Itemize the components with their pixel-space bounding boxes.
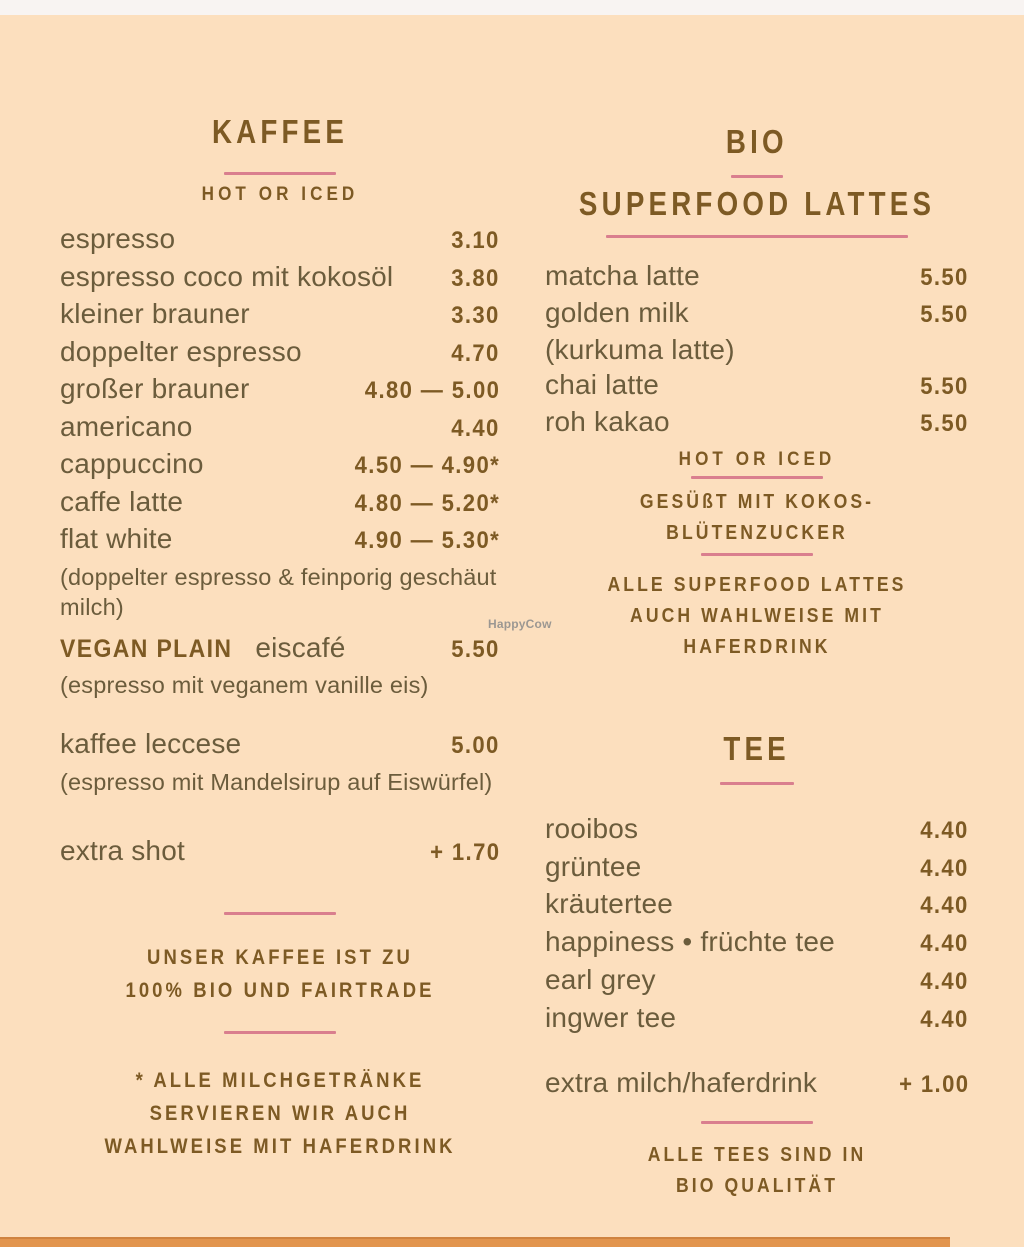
item-price: 4.40 bbox=[451, 414, 500, 442]
menu-item-row bbox=[545, 295, 969, 332]
item-price: 4.40 bbox=[920, 892, 969, 920]
kaffee-title-text: KAFFEE bbox=[211, 113, 349, 150]
oat-option-line: HAFERDRINK bbox=[683, 636, 831, 658]
menu-item-subname-row bbox=[545, 332, 969, 367]
section-divider bbox=[224, 912, 336, 915]
item-name: flat white bbox=[60, 523, 173, 554]
menu-item-row bbox=[60, 371, 500, 409]
item-price: 3.80 bbox=[451, 264, 500, 292]
item-name: matcha latte bbox=[545, 260, 700, 291]
menu-item-row bbox=[60, 334, 500, 372]
item-price: 5.50 bbox=[920, 264, 969, 291]
item-name: chai latte bbox=[545, 369, 660, 400]
menu-item-row bbox=[545, 1000, 969, 1038]
fairtrade-note bbox=[60, 941, 500, 1007]
item-name: doppelter espresso bbox=[60, 335, 302, 367]
item-price: 4.40 bbox=[920, 854, 969, 882]
item-name: happiness • früchte tee bbox=[545, 926, 835, 958]
kaffee-title-underline bbox=[224, 172, 336, 175]
tee-bio-note-line: ALLE TEES SIND IN bbox=[647, 1143, 867, 1166]
item-name: roh kakao bbox=[545, 406, 670, 437]
menu-item-row bbox=[545, 924, 969, 962]
item-name: kräutertee bbox=[545, 888, 674, 920]
item-note: (espresso mit Mandelsirup auf Eiswürfel) bbox=[60, 768, 493, 795]
item-name: rooibos bbox=[545, 813, 639, 844]
menu-item-row bbox=[545, 1065, 969, 1103]
tee-title-underline bbox=[720, 782, 794, 785]
item-price: 4.40 bbox=[920, 817, 969, 844]
menu-item-row bbox=[60, 296, 500, 334]
kaffee-items bbox=[60, 221, 500, 870]
milk-footnote-line: * ALLE MILCHGETRÄNKE bbox=[135, 1069, 425, 1092]
item-price: + 1.70 bbox=[429, 838, 500, 866]
item-name: großer brauner bbox=[60, 373, 250, 404]
item-price: 5.50 bbox=[920, 301, 969, 328]
superfood-title-bio: BIO bbox=[726, 123, 788, 160]
superfood-subhead-underline bbox=[691, 476, 823, 479]
kaffee-section bbox=[60, 112, 500, 1163]
superfood-items bbox=[545, 258, 969, 441]
menu-item-row bbox=[60, 221, 500, 259]
sweetener-note bbox=[545, 487, 969, 549]
item-price: 5.00 bbox=[451, 732, 500, 759]
item-name-rest: eiscafé bbox=[255, 631, 346, 663]
item-price: 4.40 bbox=[920, 1005, 969, 1033]
item-name bbox=[60, 630, 345, 668]
menu-item-row bbox=[60, 409, 500, 447]
item-name: caffe latte bbox=[60, 485, 184, 517]
tee-title-text: TEE bbox=[723, 730, 791, 767]
item-name: cappuccino bbox=[60, 448, 204, 479]
item-name: kleiner brauner bbox=[60, 298, 250, 329]
menu-item-row bbox=[545, 811, 969, 849]
item-name: kaffee leccese bbox=[60, 728, 242, 759]
sweetener-note-line: GESÜßT MIT KOKOS- bbox=[639, 491, 875, 513]
item-name: earl grey bbox=[545, 963, 656, 995]
oat-option-line: AUCH WAHLWEISE MIT bbox=[630, 605, 884, 627]
superfood-section bbox=[545, 122, 969, 663]
menu-item-row bbox=[60, 446, 500, 484]
tee-title bbox=[545, 729, 969, 776]
menu-item-row bbox=[545, 849, 969, 887]
item-price: 5.50 bbox=[451, 635, 500, 663]
menu-item-row bbox=[545, 258, 969, 295]
item-name: extra milch/haferdrink bbox=[545, 1067, 818, 1099]
kaffee-subtitle: HOT OR ICED bbox=[201, 184, 359, 205]
milk-footnote-line: SERVIEREN WIR AUCH bbox=[149, 1102, 411, 1125]
milk-footnote-line: WAHLWEISE MIT HAFERDRINK bbox=[104, 1135, 456, 1158]
menu-item-row bbox=[60, 521, 500, 559]
item-name: ingwer tee bbox=[545, 1001, 677, 1033]
item-price: 4.40 bbox=[920, 967, 969, 995]
menu-item-row bbox=[545, 404, 969, 441]
item-price: 5.50 bbox=[920, 410, 969, 437]
fairtrade-note-line: 100% BIO UND FAIRTRADE bbox=[125, 979, 435, 1002]
oat-option-line: ALLE SUPERFOOD LATTES bbox=[607, 574, 907, 596]
sweetener-underline bbox=[701, 553, 813, 556]
menu-item-row bbox=[60, 484, 500, 522]
item-price: 4.70 bbox=[451, 339, 500, 367]
right-column bbox=[545, 122, 969, 1202]
item-name-caps: VEGAN PLAIN bbox=[60, 634, 233, 663]
item-subname: (kurkuma latte) bbox=[545, 334, 735, 365]
tee-bio-note bbox=[545, 1140, 969, 1202]
menu-item-row bbox=[60, 630, 500, 668]
superfood-subhead: HOT OR ICED bbox=[678, 449, 836, 470]
bottom-edge-band bbox=[0, 1237, 950, 1247]
milk-footnote bbox=[60, 1064, 500, 1163]
superfood-title-underline1 bbox=[731, 175, 783, 178]
item-price: 4.80 — 5.00 bbox=[364, 377, 500, 404]
sweetener-note-line: BLÜTENZUCKER bbox=[666, 522, 848, 544]
item-price: + 1.00 bbox=[898, 1071, 969, 1099]
item-name: grüntee bbox=[545, 850, 642, 882]
menu-item-row bbox=[60, 726, 500, 764]
oat-option-note bbox=[545, 570, 969, 663]
item-price: 3.10 bbox=[451, 227, 500, 254]
menu-item-row bbox=[545, 886, 969, 924]
item-name: espresso coco mit kokosöl bbox=[60, 260, 394, 292]
happycow-watermark: HappyCow bbox=[488, 617, 552, 631]
item-price: 4.80 — 5.20* bbox=[354, 489, 500, 517]
item-price: 5.50 bbox=[920, 373, 969, 400]
fairtrade-note-line: UNSER KAFFEE IST ZU bbox=[147, 946, 413, 969]
superfood-title-line1 bbox=[545, 122, 969, 169]
item-price: 4.50 — 4.90* bbox=[354, 452, 500, 479]
menu-item-row bbox=[60, 259, 500, 297]
item-price: 3.30 bbox=[451, 302, 500, 329]
superfood-title-underline2 bbox=[606, 235, 908, 238]
section-divider bbox=[224, 1031, 336, 1034]
tee-section bbox=[545, 729, 969, 1202]
item-name: extra shot bbox=[60, 834, 185, 866]
menu-item-row bbox=[60, 833, 500, 871]
item-note: (espresso mit veganem vanille eis) bbox=[60, 672, 429, 698]
menu-item-row bbox=[545, 367, 969, 404]
item-price: 4.40 bbox=[920, 930, 969, 958]
section-divider bbox=[701, 1121, 813, 1124]
tee-items bbox=[545, 811, 969, 1103]
item-name: golden milk bbox=[545, 297, 689, 328]
menu-item-row bbox=[545, 962, 969, 1000]
superfood-title-lattes: SUPERFOOD LATTES bbox=[578, 185, 936, 222]
item-price: 4.90 — 5.30* bbox=[354, 527, 500, 554]
item-note: (doppelter espresso & feinporig geschäut milch) bbox=[60, 563, 497, 620]
item-name: americano bbox=[60, 410, 193, 442]
superfood-title-line2 bbox=[545, 184, 969, 231]
item-name: espresso bbox=[60, 223, 176, 254]
top-strip bbox=[0, 0, 1024, 15]
kaffee-title bbox=[60, 112, 500, 159]
tee-bio-note-line: BIO QUALITÄT bbox=[675, 1174, 839, 1197]
